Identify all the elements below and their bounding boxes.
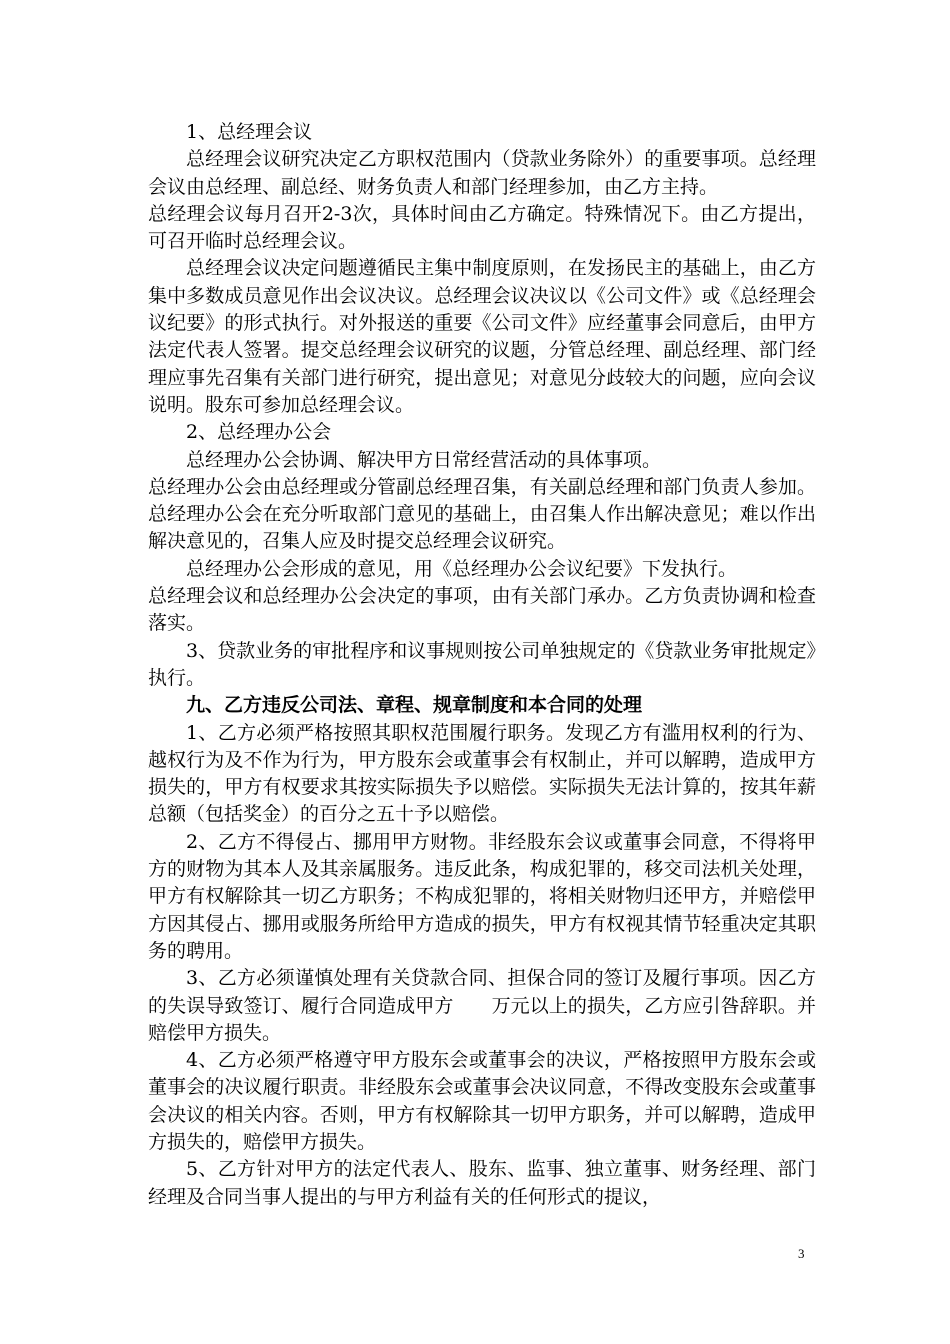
paragraph-6: 总经理办公会协调、解决甲方日常经营活动的具体事项。 bbox=[186, 448, 662, 471]
page-number: 3 bbox=[798, 1246, 805, 1261]
paragraph-9: 总经理会议和总经理办公会决定的事项，由有关部门承办。乙方负责协调和检查落实。 bbox=[148, 585, 816, 635]
paragraph-15: 4、乙方必须严格遵守甲方股东会或董事会的决议，严格按照甲方股东会或董事会的决议履行职责。非经股东会或董事会决议同意，不得改变股东会或董事会决议的相关内容。否则，甲方有权解除其一切甲方职务，并可以解聘，造成甲方损失的，赔偿甲方损失。 bbox=[148, 1049, 816, 1153]
paragraph-12: 1、乙方必须严格按照其职权范围履行职务。发现乙方有滥用权利的行为、越权行为及不作为行为，甲方股东会或董事会有权制止，并可以解聘，造成甲方损失的，甲方有权要求其按实际损失予以赔偿。实际损失无法计算的，按其年薪总额（包括奖金）的百分之五十予以赔偿。 bbox=[148, 721, 816, 826]
paragraph-10: 3、贷款业务的审批程序和议事规则按公司单独规定的《贷款业务审批规定》执行。 bbox=[148, 639, 816, 689]
document-page bbox=[148, 119, 816, 1211]
paragraph-13: 2、乙方不得侵占、挪用甲方财物。非经股东会议或董事会同意，不得将甲方的财物为其本人及其亲属服务。违反此条，构成犯罪的，移交司法机关处理，甲方有权解除其一切乙方职务；不构成犯罪的，将相关财物归还甲方，并赔偿甲方因其侵占、挪用或服务所给甲方造成的损失，甲方有权视其情节轻重决定其职务的聘用。 bbox=[148, 830, 816, 962]
paragraph-7: 总经理办公会由总经理或分管副总经理召集，有关副总经理和部门负责人参加。总经理办公会在充分听取部门意见的基础上，由召集人作出解决意见；难以作出解决意见的，召集人应及时提交总经理会议研究。 bbox=[148, 475, 816, 553]
paragraph-1: 1、总经理会议 bbox=[186, 121, 313, 143]
paragraph-5: 2、总经理办公会 bbox=[186, 421, 332, 444]
paragraph-4: 总经理会议决定问题遵循民主集中制度原则，在发扬民主的基础上，由乙方集中多数成员意见作出会议决议。总经理会议决议以《公司文件》或《总经理会议纪要》的形式执行。对外报送的重要《公司文件》应经董事会同意后，由甲方法定代表人签署。提交总经理会议研究的议题，分管总经理、副总经理、部门经理应事先召集有关部门进行研究，提出意见；对意见分歧较大的问题，应向会议说明。股东可参加总经理会议。 bbox=[148, 257, 816, 416]
paragraph-16: 5、乙方针对甲方的法定代表人、股东、监事、独立董事、财务经理、部门经理及合同当事人提出的与甲方利益有关的任何形式的提议， bbox=[148, 1158, 816, 1208]
paragraph-2: 总经理会议研究决定乙方职权范围内（贷款业务除外）的重要事项。总经理会议由总经理、副总经、财务负责人和部门经理参加，由乙方主持。 bbox=[148, 148, 816, 198]
section-heading: 九、乙方违反公司法、章程、规章制度和本合同的处理 bbox=[186, 694, 643, 717]
paragraph-8: 总经理办公会形成的意见，用《总经理办公会议纪要》下发执行。 bbox=[186, 557, 738, 580]
paragraph-3: 总经理会议每月召开2-3次，具体时间由乙方确定。特殊情况下。由乙方提出，可召开临时总经理会议。 bbox=[148, 202, 816, 253]
paragraph-14: 3、乙方必须谨慎处理有关贷款合同、担保合同的签订及履行事项。因乙方的失误导致签订、履行合同造成甲方 万元以上的损失，乙方应引咎辞职。并赔偿甲方损失。 bbox=[148, 967, 816, 1044]
